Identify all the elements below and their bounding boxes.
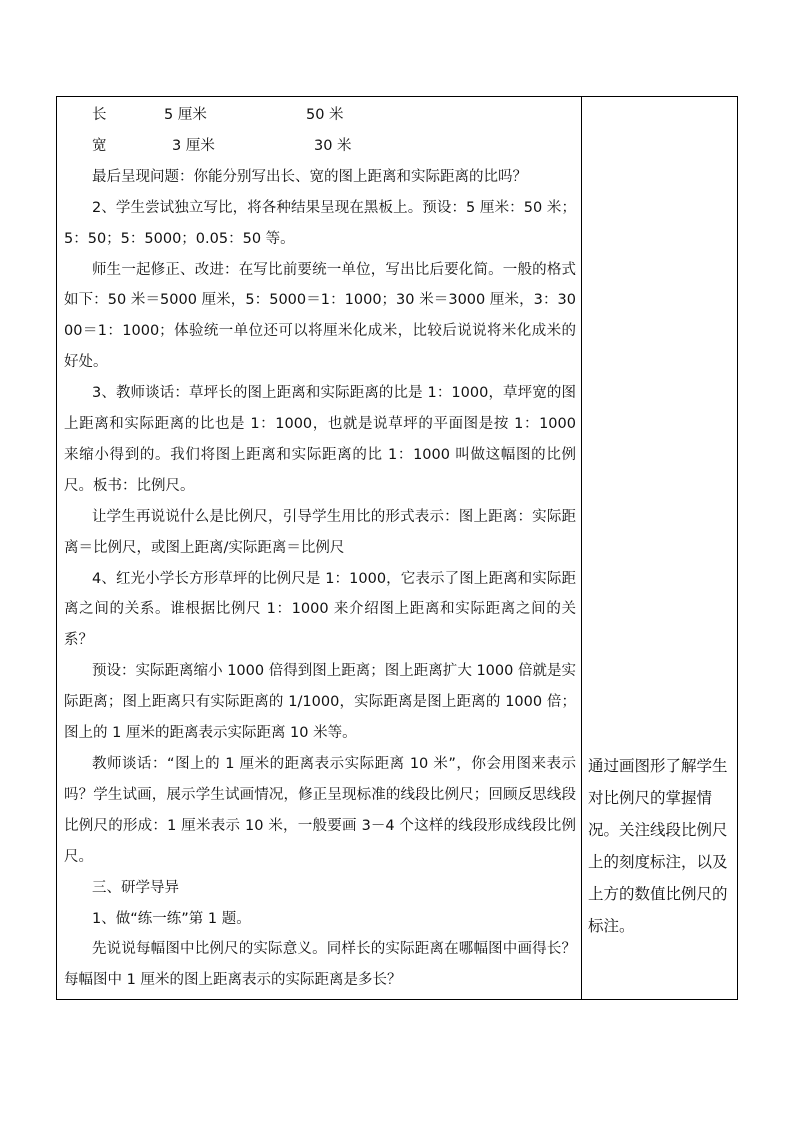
row-label: 宽 (92, 137, 107, 154)
main-column (64, 100, 576, 996)
paragraph: 2、学生尝试独立写比，将各种结果呈现在黑板上。预设：5 厘米：50 米；5：50；5：5000；0.05：50 等。 (64, 199, 576, 247)
paragraph: 4、红光小学长方形草坪的比例尺是 1：1000，它表示了图上距离和实际距离之间的关系。谁根据比例尺 1：1000 来介绍图上距离和实际距离之间的关系？ (64, 570, 576, 649)
paragraph: 教师谈话：“图上的 1 厘米的距离表示实际距离 10 米”，你会用图来表示吗？学生试画，展示学生试画情况，修正呈现标准的线段比例尺；回顾反思线段比例尺的形成：1 厘米表示 10 米，一般要画 3－4 个这样的线段形成线段比例尺。 (64, 756, 576, 865)
dimension-row-length (64, 100, 576, 131)
paragraph: 师生一起修正、改进：在写比前要统一单位，写出比后要化简。一般的格式如下：50 米＝5000 厘米，5：5000＝1：1000；30 米＝3000 厘米，3：3000＝1：1000；体验统一单位还可以将厘米化成米，比较后说说将米化成米的好处。 (64, 261, 576, 371)
actual-distance: 30 米 (314, 137, 352, 154)
map-distance: 5 厘米 (164, 107, 207, 123)
map-distance: 3 厘米 (172, 137, 215, 154)
section-heading: 三、研学导异 (92, 879, 179, 896)
paragraph: 1、做“练一练”第 1 题。 (92, 910, 251, 927)
paragraph: 最后呈现问题：你能分别写出长、宽的图上距离和实际距离的比吗？ (92, 168, 527, 185)
side-note: 通过画图形了解学生对比例尺的掌握情况。关注线段比例尺上的刻度标注，以及上方的数值比例尺的标注。 (588, 757, 728, 935)
column-divider (581, 96, 582, 1000)
paragraph: 先说说每幅图中比例尺的实际意义。同样长的实际距离在哪幅图中画得长？每幅图中 1 厘米的图上距离表示的实际距离是多长？ (64, 941, 576, 989)
paragraph: 让学生再说说什么是比例尺，引导学生用比的形式表示：图上距离：实际距离＝比例尺，或图上距离/实际距离＝比例尺 (64, 508, 576, 556)
paragraph: 3、教师谈话：草坪长的图上距离和实际距离的比是 1：1000，草坪宽的图上距离和实际距离的比也是 1：1000，也就是说草坪的平面图是按 1：1000 来缩小得到的。我们将图上距离和实际距离的比 1：1000 叫做这幅图的比例尺。板书：比例尺。 (64, 385, 576, 494)
actual-distance: 50 米 (306, 107, 344, 123)
paragraph: 预设：实际距离缩小 1000 倍得到图上距离；图上距离扩大 1000 倍就是实际距离；图上距离只有实际距离的 1/1000，实际距离是图上距离的 1000 倍；图上的 1 厘米的距离表示实际距离 10 米等。 (64, 663, 576, 742)
dimension-row-width (64, 131, 576, 162)
row-label: 长 (92, 107, 107, 123)
